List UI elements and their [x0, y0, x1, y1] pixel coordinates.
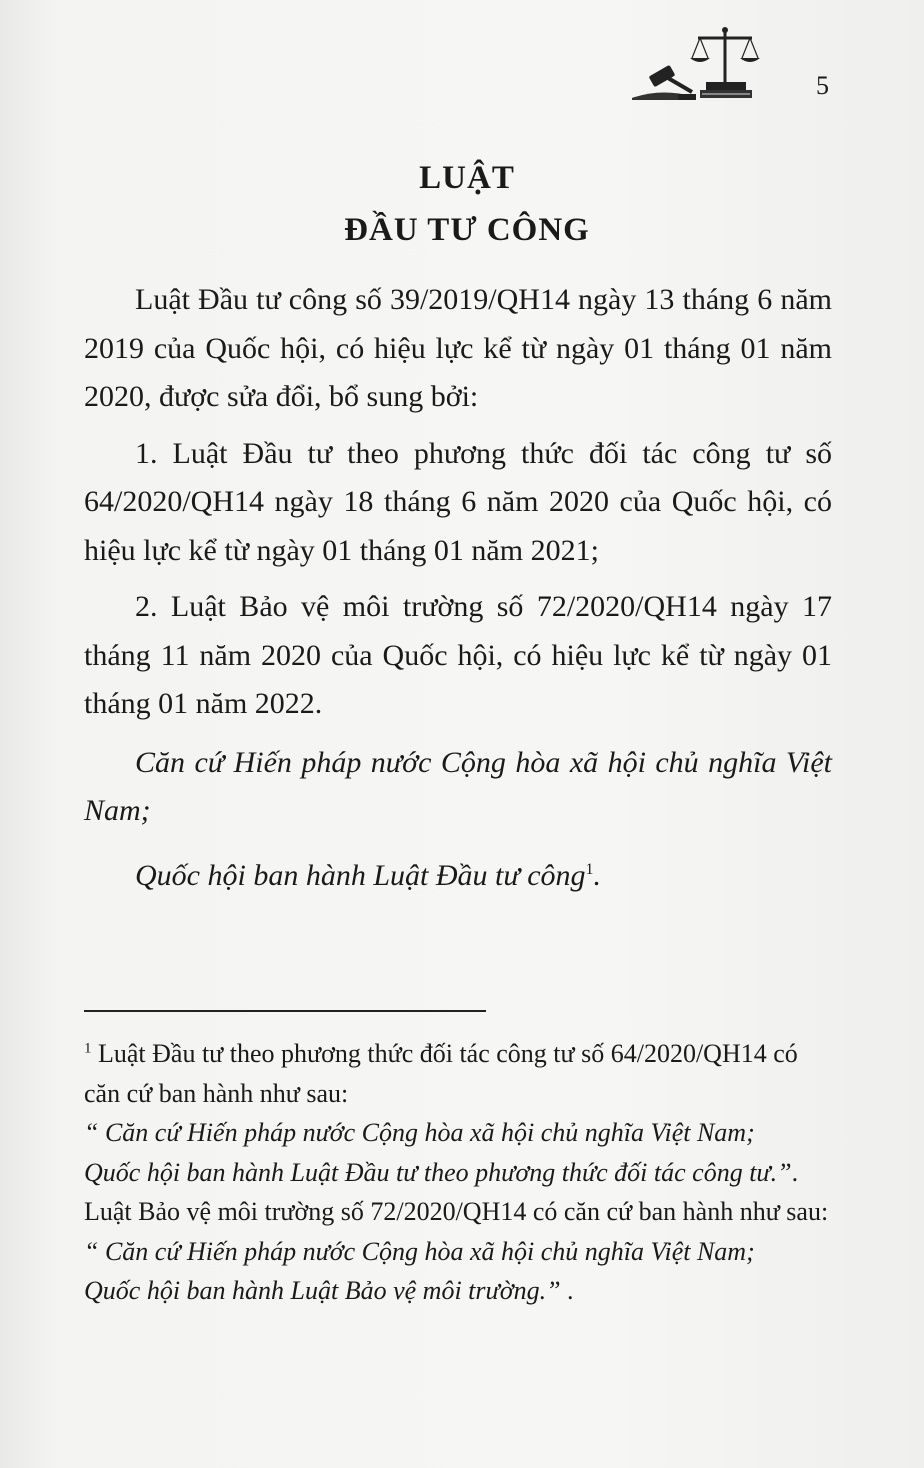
legal-basis-enactment — [84, 852, 832, 901]
amendment-item-1: 1. Luật Đầu tư theo phương thức đối tác công tư số 64/2020/QH14 ngày 18 tháng 6 năm 2020 của Quốc hội, có hiệu lực kể từ ngày 01 tháng 01 năm 2021; — [84, 436, 832, 567]
footnote-separator — [84, 1010, 486, 1012]
footnote-quote-1b-line — [84, 1153, 832, 1193]
intro-paragraph: Luật Đầu tư công số 39/2019/QH14 ngày 13 tháng 6 năm 2019 của Quốc hội, có hiệu lực kể từ ngày 01 tháng 01 năm 2020, được sửa đổi, bổ sung bởi: — [84, 283, 832, 413]
legal-basis-constitution: Căn cứ Hiến pháp nước Cộng hòa xã hội chủ nghĩa Việt Nam; — [84, 745, 832, 827]
footnote-quote-1b: Quốc hội ban hành Luật Đầu tư theo phương thức đối tác công tư.” — [84, 1157, 792, 1187]
footnote-text-2: Luật Bảo vệ môi trường số 72/2020/QH14 có căn cứ ban hành như sau: — [84, 1197, 829, 1226]
footnote-quote-1-end: . — [791, 1157, 799, 1187]
footnote-text-1-body: Luật Đầu tư theo phương thức đối tác công tư số 64/2020/QH14 có căn cứ ban hành như sau: — [84, 1039, 798, 1108]
law-title-line1: LUẬT — [419, 160, 515, 196]
law-title-line2: ĐẦU TƯ CÔNG — [344, 212, 590, 248]
footnote-quote-2b-line — [84, 1271, 832, 1311]
amendment-item-2: 2. Luật Bảo vệ môi trường số 72/2020/QH14 ngày 17 tháng 11 năm 2020 của Quốc hội, có hiệu lực kể từ ngày 01 tháng 01 năm 2022. — [84, 590, 832, 720]
footnote — [84, 1034, 832, 1311]
document-body — [84, 276, 832, 900]
footnote-quote-1a: “ Căn cứ Hiến pháp nước Cộng hòa xã hội chủ nghĩa Việt Nam; — [84, 1118, 755, 1147]
footnote-quote-2a: “ Căn cứ Hiến pháp nước Cộng hòa xã hội chủ nghĩa Việt Nam; — [84, 1236, 755, 1266]
footnote-text-1 — [84, 1034, 832, 1113]
page-number: 5 — [816, 71, 829, 100]
footnote-quote-2-end: . — [560, 1276, 574, 1305]
footnote-reference[interactable]: 1 — [585, 860, 594, 878]
footnote-quote-2b: Quốc hội ban hành Luật Bảo vệ môi trường.” — [84, 1276, 561, 1305]
scales-of-justice-gavel-icon — [630, 22, 760, 104]
enactment-period: . — [593, 858, 602, 892]
enactment-text: Quốc hội ban hành Luật Đầu tư công — [135, 858, 586, 892]
footnote-mark: 1 — [84, 1040, 92, 1057]
